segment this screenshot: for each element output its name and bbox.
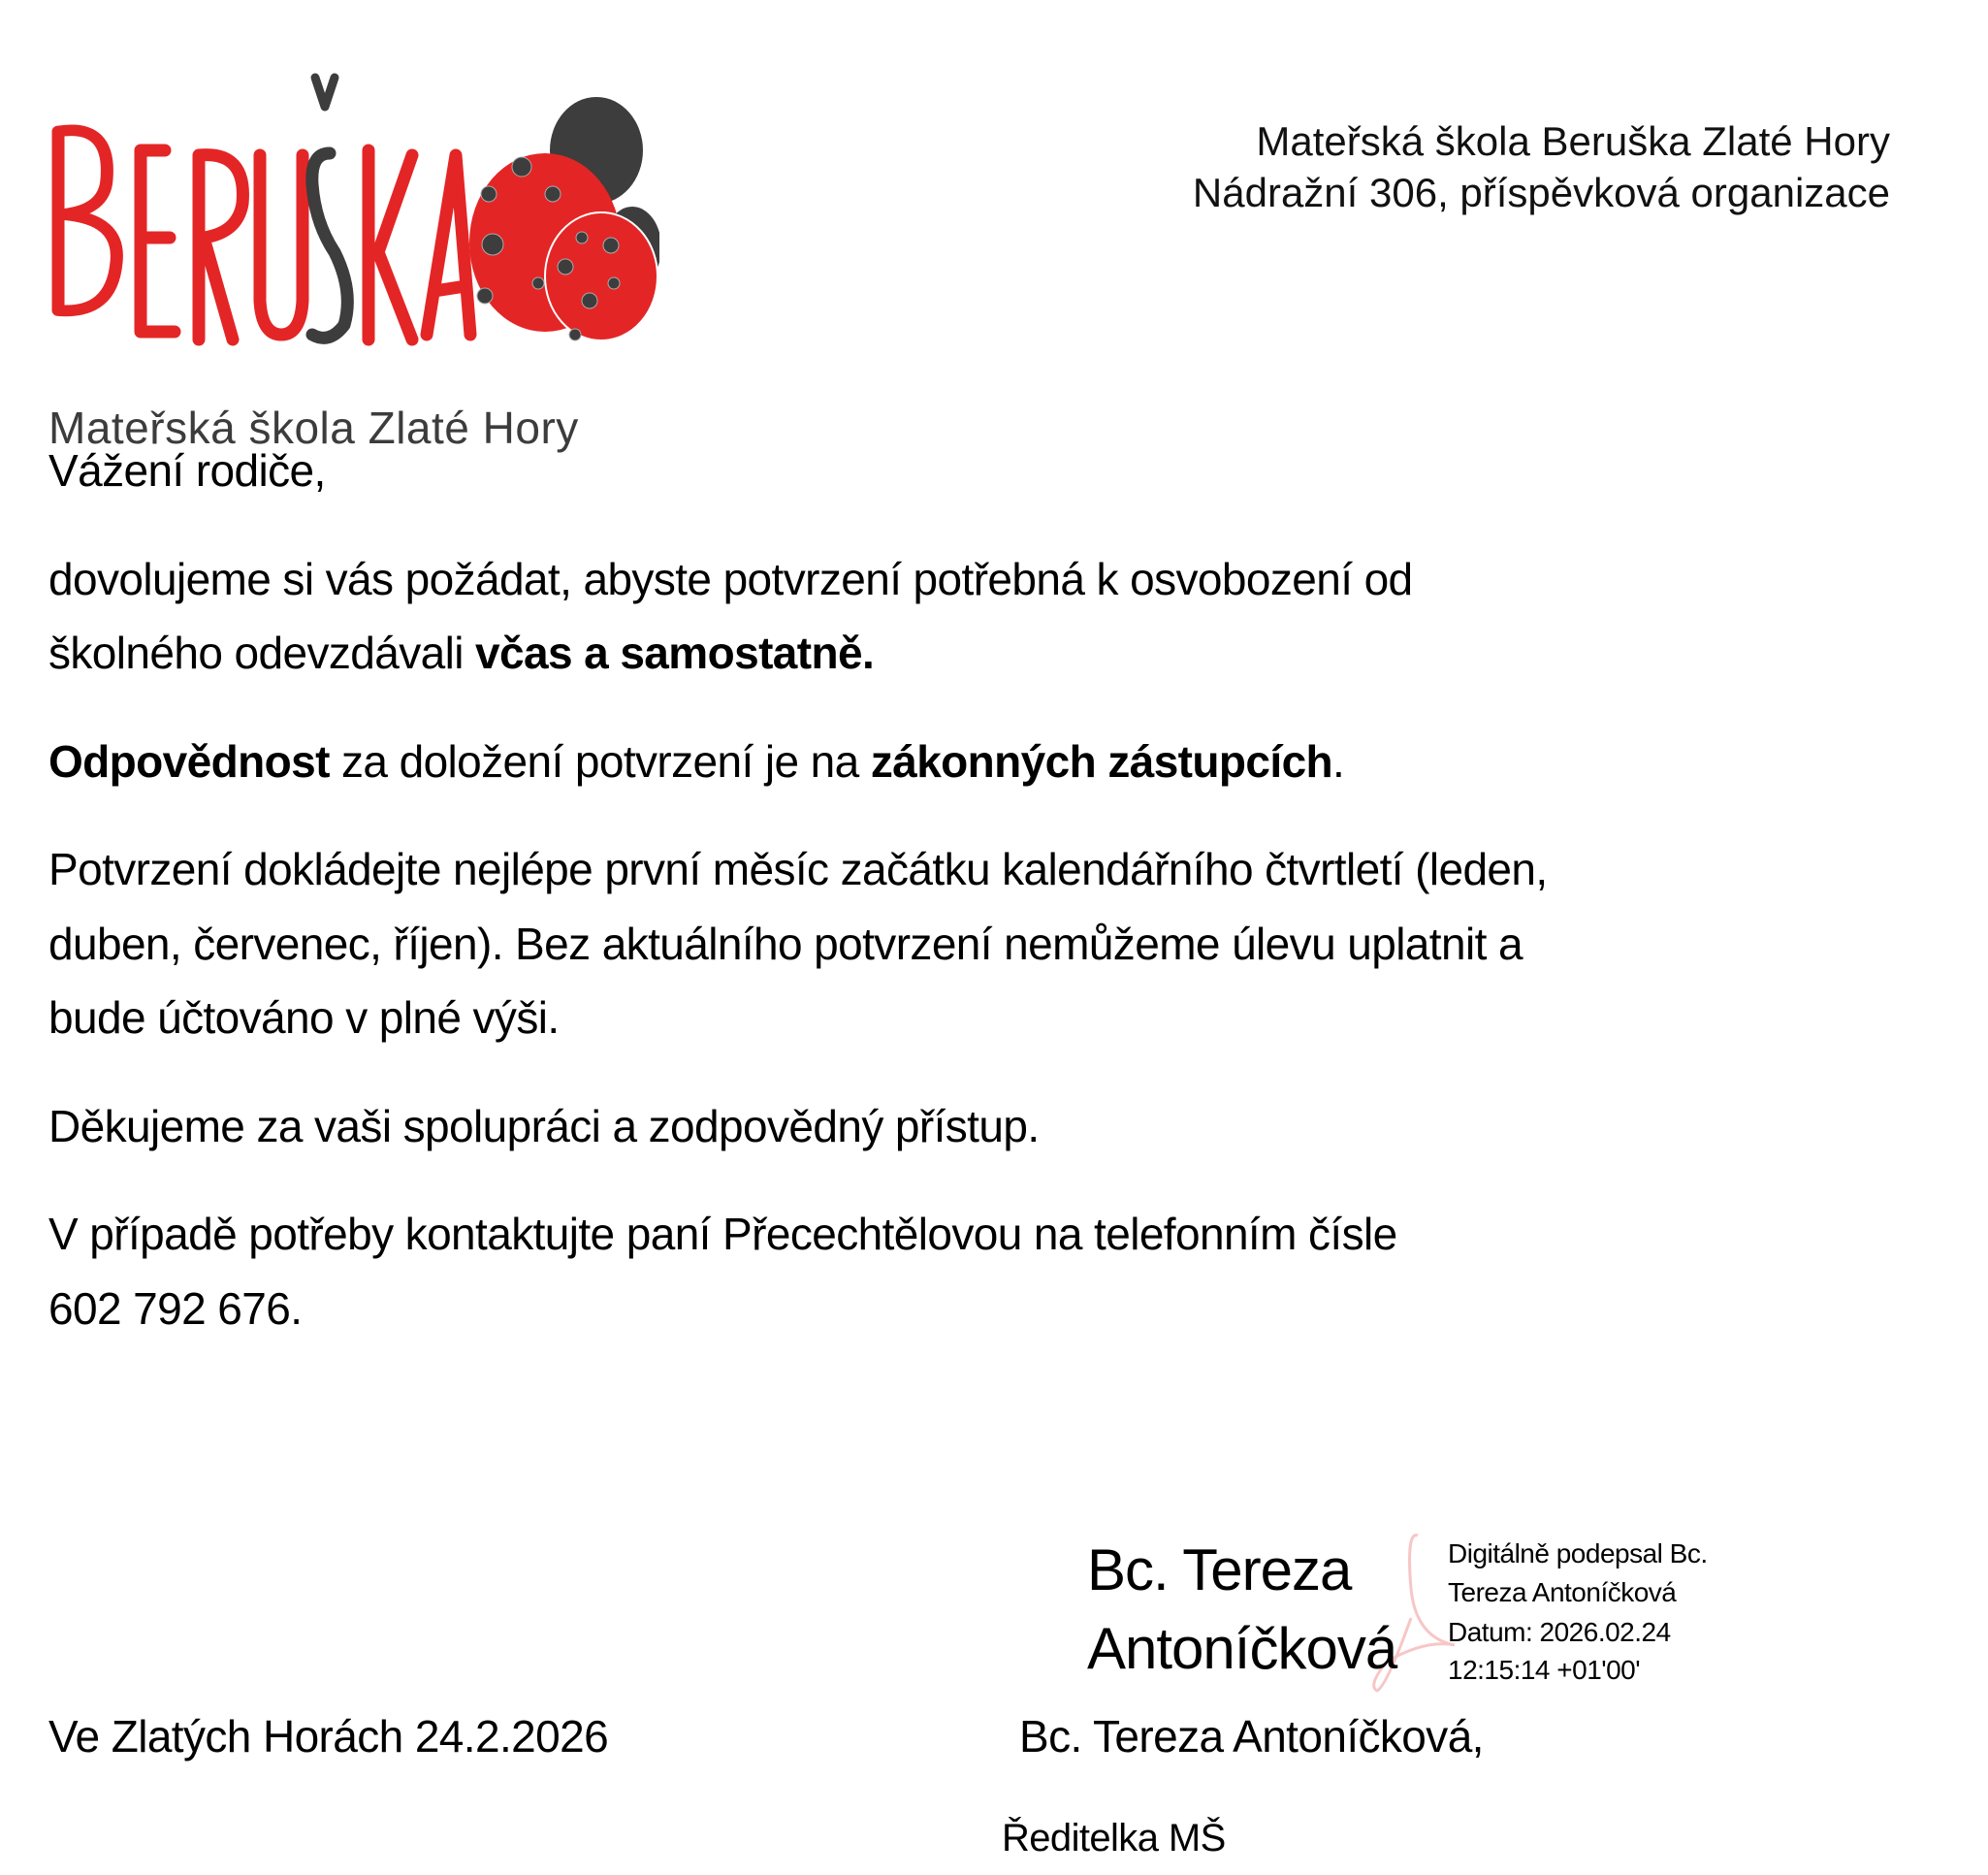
school-name: Mateřská škola Beruška Zlaté Hory	[1256, 118, 1890, 164]
text: .	[1332, 736, 1345, 787]
signature-name-line-2: Antoníčková	[1087, 1616, 1397, 1681]
text: školného odevzdávali	[48, 628, 476, 678]
school-address: Nádražní 306, příspěvková organizace	[1192, 170, 1890, 215]
paragraph-3-line-2: duben, červenec, říjen). Bez aktuálního potvrzení nemůžeme úlevu uplatnit a	[48, 919, 1523, 969]
text: za doložení potvrzení je na	[329, 736, 871, 787]
paragraph-5-line-2: 602 792 676.	[48, 1283, 303, 1334]
signature-name-line-1: Bc. Tereza	[1087, 1537, 1352, 1602]
emphasis: Odpovědnost	[48, 736, 330, 787]
emphasis: včas a samostatně.	[475, 628, 875, 678]
paragraph-4: Děkujeme za vaši spolupráci a zodpovědný přístup.	[48, 1101, 1040, 1151]
signer-name: Bc. Tereza Antoníčková,	[1019, 1711, 1484, 1762]
place-and-date: Ve Zlatých Horách 24.2.2026	[48, 1711, 609, 1762]
beruska-wordmark	[58, 78, 470, 339]
paragraph-1-line-2	[48, 627, 874, 679]
paragraph-5-line-1: V případě potřeby kontaktujte paní Přecechtělovou na telefonním čísle	[48, 1209, 1397, 1259]
digital-signature-time: 12:15:14 +01'00'	[1448, 1655, 1641, 1685]
paragraph-3-line-1: Potvrzení dokládejte nejlépe první měsíc začátku kalendářního čtvrtletí (leden,	[48, 844, 1548, 894]
signer-role: Ředitelka MŠ	[1002, 1817, 1226, 1859]
digital-signature-line-1: Digitálně podepsal Bc.	[1448, 1538, 1708, 1568]
paragraph-2	[48, 735, 1344, 788]
emphasis: zákonných zástupcích	[870, 736, 1333, 787]
digital-signature-date: Datum: 2026.02.24	[1448, 1617, 1671, 1647]
ladybug-icon	[469, 97, 659, 340]
digital-signature-line-2: Tereza Antoníčková	[1448, 1577, 1677, 1607]
paragraph-3-line-3: bude účtováno v plné výši.	[48, 992, 560, 1043]
greeting: Vážení rodiče,	[48, 445, 326, 496]
paragraph-1-line-1: dovolujeme si vás požádat, abyste potvrzení potřebná k osvobození od	[48, 554, 1413, 604]
school-logo	[39, 58, 659, 349]
logo-subtitle: Mateřská škola Zlaté Hory	[48, 403, 579, 453]
